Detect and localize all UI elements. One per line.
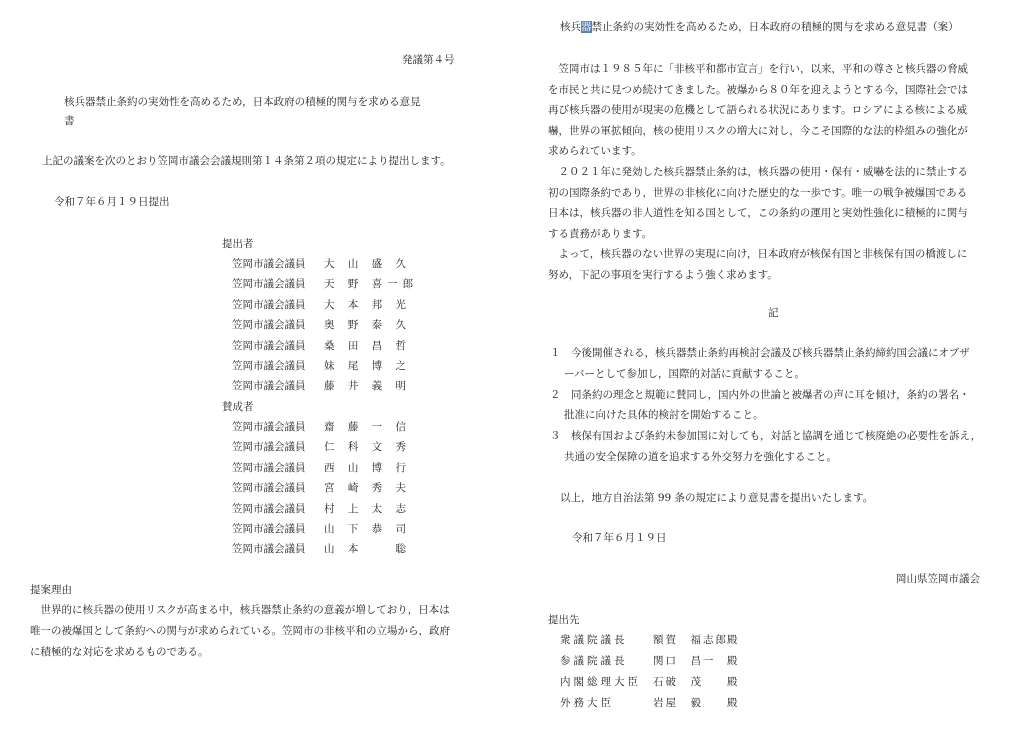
- member-role: 笠岡市議会議員: [232, 258, 306, 270]
- member-role: 笠岡市議会議員: [232, 319, 306, 332]
- opinion-date: 令和７年６月１９日: [572, 532, 667, 544]
- member-role: 笠岡市議会議員: [232, 298, 306, 311]
- body-line: 初の国際条約であり，世界の非核化に向けた歴史的な一歩です。唯一の戦争被爆国である: [548, 186, 968, 199]
- body-line: 努め，下記の事項を実行するよう強く求めます。: [548, 269, 778, 281]
- bill-title-line1: 核兵器禁止条約の実効性を高めるため，日本政府の積極的関与を求める意見: [64, 96, 421, 108]
- member-role: 笠岡市議会議員: [232, 482, 306, 495]
- submission-statement: 上記の議案を次のとおり笠岡市議会会議規則第１４条第２項の規定により提出します。: [42, 155, 451, 167]
- member-role: 笠岡市議会議員: [232, 502, 306, 515]
- reason-heading: 提案理由: [30, 584, 72, 596]
- text-selection-highlight[interactable]: 器: [581, 21, 592, 33]
- member-name: 大 山 盛 久: [324, 258, 412, 270]
- request-item-line2: 批准に向けた具体的検討を開始すること。: [564, 409, 764, 421]
- body-line: 嚇，世界の軍拡傾向，核の使用リスクの増大に対し，今こそ国際的な法的枠組みの強化が: [548, 124, 968, 137]
- request-item-line1: ３ 核保有国および条約未参加国に対しても，対話と協調を通じて核廃絶の必要性を訴え，: [550, 430, 982, 442]
- request-item-line2: 共通の安全保障の道を追求する外交努力を強化すること。: [564, 450, 837, 463]
- submission-date: 令和７年６月１９日提出: [54, 196, 170, 208]
- destination-name: 岩屋 毅: [653, 697, 703, 709]
- member-name: 山 本 聡: [324, 543, 412, 556]
- body-line: 日本は，核兵器の非人道性を知る国として，この条約の運用と実効性強化に積極的に関与: [548, 207, 968, 220]
- reason-line: に積極的な対応を求めるものである。: [30, 646, 209, 658]
- title-suffix: 禁止条約の実効性を高めるため，日本政府の積極的関与を求める意見書（案）: [591, 21, 959, 33]
- member-role: 笠岡市議会議員: [232, 543, 306, 556]
- reason-line: 世界的に核兵器の使用リスクが高まる中，核兵器禁止条約の意義が増しており，日本は: [30, 604, 450, 616]
- body-line: ２０２１年に発効した核兵器禁止条約は，核兵器の使用・保有・威嚇を法的に禁止する: [548, 166, 968, 178]
- bill-title-line2: 書: [64, 115, 75, 127]
- member-role: 笠岡市議会議員: [232, 441, 306, 454]
- destination-title: 衆議院議長: [560, 634, 628, 646]
- destination-title: 外務大臣: [560, 697, 614, 709]
- reason-line: 唯一の被爆国として条約への関与が求められている。笠岡市の非核平和の立場から，政府: [30, 625, 450, 637]
- member-name: 西 山 博 行: [324, 461, 412, 474]
- title-prefix: 核兵: [560, 21, 581, 33]
- member-role: 笠岡市議会議員: [232, 421, 306, 433]
- member-name: 山 下 恭 司: [324, 523, 412, 535]
- bill-number: 発議第４号: [402, 54, 455, 66]
- member-role: 笠岡市議会議員: [232, 380, 306, 393]
- member-role: 笠岡市議会議員: [232, 278, 306, 291]
- request-item-line1: ２ 同条約の理念と規範に賛同し，国内外の世論と被爆者の声に耳を傾け，条約の署名・: [550, 388, 970, 401]
- member-name: 妹 尾 博 之: [324, 360, 412, 372]
- member-name: 藤 井 義 明: [324, 380, 412, 393]
- destination-name: 石破 茂: [653, 676, 703, 688]
- member-role: 笠岡市議会議員: [232, 461, 306, 474]
- council-name: 岡山県笠岡市議会: [896, 573, 980, 585]
- member-name: 村 上 太 志: [324, 502, 412, 515]
- body-line: よって，核兵器のない世界の実現に向け，日本政府が核保有国と非核保有国の橋渡しに: [548, 248, 968, 261]
- ki-heading: 記: [768, 307, 779, 319]
- destination-suffix: 殿: [727, 697, 738, 709]
- supporters-heading: 賛成者: [222, 401, 254, 413]
- member-role: 笠岡市議会議員: [232, 339, 306, 352]
- member-role: 笠岡市議会議員: [232, 360, 306, 372]
- member-name: 仁 科 文 秀: [324, 441, 412, 454]
- destination-suffix: 殿: [727, 655, 738, 667]
- body-line: 笠岡市は１９８５年に「非核平和都市宣言」を行い，以来，平和の尊さと核兵器の脅威: [548, 63, 968, 75]
- destination-name: 関口 昌一: [653, 655, 716, 667]
- destination-suffix: 殿: [727, 634, 738, 646]
- body-line: する責務があります。: [548, 227, 653, 240]
- body-line: 求められています。: [548, 145, 642, 158]
- member-name: 奥 野 泰 久: [324, 319, 412, 332]
- member-name: 齋 藤 一 信: [324, 421, 412, 433]
- destination-title: 内閣総理大臣: [560, 676, 641, 688]
- right-page: [520, 0, 1024, 732]
- member-name: 大 本 邦 光: [324, 298, 412, 311]
- destination-title: 参議院議長: [560, 655, 628, 667]
- closing-statement: 以上，地方自治法第 99 条の規定により意見書を提出いたします。: [560, 492, 874, 504]
- member-name: 桑 田 昌 哲: [324, 339, 412, 352]
- destination-name: 額賀 福志郎: [653, 634, 728, 646]
- request-item-line1: １ 今後開催される，核兵器禁止条約再検討会議及び核兵器禁止条約締約国会議にオブザ: [550, 347, 970, 359]
- opinion-title: [560, 20, 959, 35]
- body-line: を市民と共に見つめ続けてきました。被爆から８０年を迎えようとする今，国際社会では: [548, 83, 968, 96]
- body-line: 再び核兵器の使用が現実の危機として語られる状況にあります。ロシアによる核による威: [548, 104, 968, 117]
- destinations-heading: 提出先: [548, 614, 580, 626]
- member-name: 天 野 喜一郎: [324, 278, 419, 291]
- request-item-line2: ーバーとして参加し，国際的対話に貢献すること。: [564, 367, 805, 380]
- left-page: [0, 0, 505, 732]
- member-name: 宮 崎 秀 夫: [324, 482, 412, 495]
- member-role: 笠岡市議会議員: [232, 523, 306, 535]
- proposers-heading: 提出者: [222, 238, 254, 250]
- destination-suffix: 殿: [727, 676, 738, 688]
